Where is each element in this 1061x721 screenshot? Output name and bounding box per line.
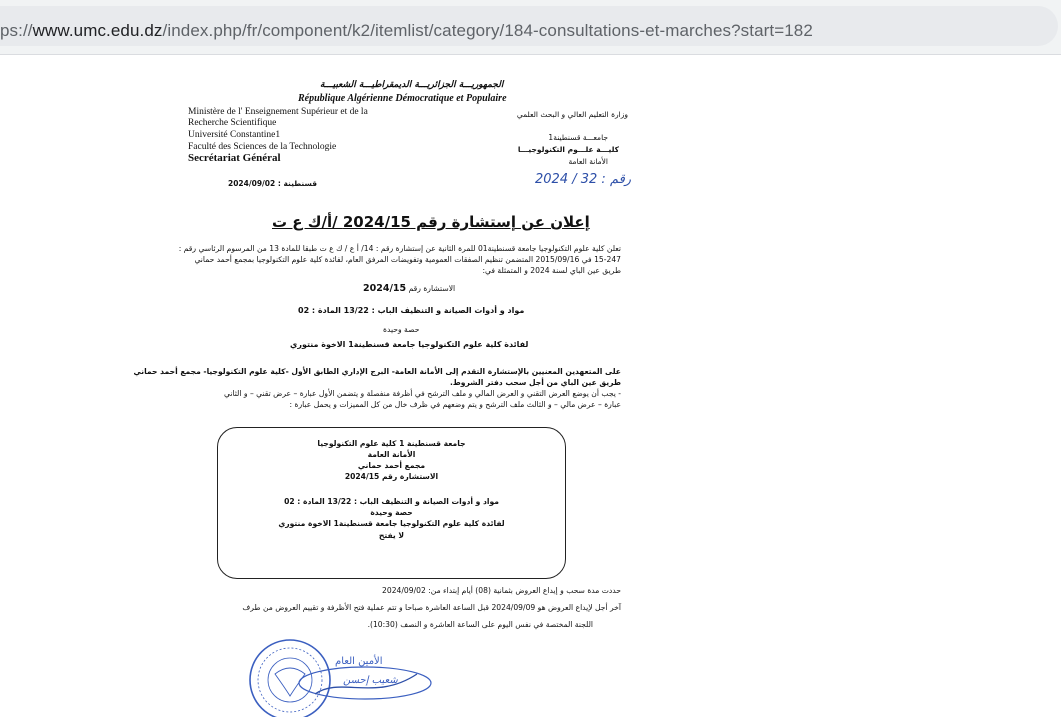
intro-line-2: 15-247 في 2015/09/16 المتضمن تنظيم الصفقات العمومية وتفويضات المرفق العام، لفائدة كلية علوم التكنولوجيا بمجمع أحمد حماني [194,255,621,264]
signature-title: الأمين العام [335,656,383,667]
closing-line-3: اللجنة المختصة في نفس اليوم على الساعة العاشرة و النصف (10:30). [367,620,593,629]
envelope-line-3: مجمع أحمد حماني [357,461,426,470]
official-stamp-icon [245,630,445,717]
faculty-ar: كليـــة علـــوم التكنولوجيـــا [517,145,619,154]
instructions-line-3: - يجب أن يوضع العرض التقني و العرض المالي و ملف الترشح في أظرفة منفصلة و يتضمن الأول عبارة – عرض تقني – و الثاني [224,389,621,398]
envelope-line-1: جامعة قسنطينة 1 كلية علوم التكنولوجيا [317,439,466,448]
republic-ar: الجمهوريـــة الجزائريـــة الديمقراطيـــة الشعبيـــة [320,80,504,90]
consultation-item: مواد و أدوات الصيانة و التنظيف الباب : 13/22 المادة : 02 [298,306,525,315]
browser-toolbar [0,0,1061,55]
envelope-line-4: الاستشارة رقم 2024/15 [344,472,439,481]
consultation-lot: حصة وحيدة [383,325,420,334]
closing-line-2: آخر أجل لإيداع العروض هو 2024/09/09 قبل الساعة العاشرة صباحا و تتم عملية فتح الأظرفة و تقييم العروض من طرف [242,603,621,612]
envelope-line-7: لفائدة كلية علوم التكنولوجيا جامعة قسنطينة1 الاخوة منتوري [278,519,505,528]
secretariat-ar: الأمانة العامة [568,157,608,166]
university-ar: جامعـــة قسنطينة1 [548,133,608,142]
closing-line-1: حددت مدة سحب و إيداع العروض بثمانية (08) أيام إبتداء من: 2024/09/02 [382,586,621,595]
announcement-title: إعلان عن إستشارة رقم 2024/15 /أ/ك ع ت [272,213,590,231]
signature-name: شعيب إحسن [343,675,398,686]
envelope-box [217,427,566,579]
address-url[interactable]: ps://www.umc.edu.dz/index.php/fr/component/k2/itemlist/category/184-consultations-et-marches?start=182 [0,21,813,40]
ministry-ar: وزارة التعليم العالي و البحث العلمي [516,110,628,119]
ref-handwritten: رقم : 32 / 2024 [535,172,632,187]
date-line: قسنطينة : 2024/09/02 [228,179,318,188]
consultation-number: 2024/15 [363,283,407,294]
ministry-fr-1: Ministère de l' Enseignement Supérieur et de la [188,107,368,117]
address-bar[interactable] [0,6,1058,46]
instructions-line-4: عبارة – عرض مالي – و الثالث ملف الترشح و يتم وضعهم في ظرف خال من كل المميزات و يحمل عبارة : [289,400,621,409]
consultation-label: الاستشارة رقم [408,284,456,293]
instructions-line-1: على المتعهدين المعنيين بالإستشارة التقدم إلى الأمانة العامة- البرج الإداري الطابق الأول -كلية علوم التكنولوجيا- مجمع أحمد حماني [133,367,621,376]
intro-line-1: تعلن كلية علوم التكنولوجيا جامعة قسنطينة01 للمرة الثانية عن إستشارة رقم : 14/ أ ع / ك ع ت طبقا للمادة 13 من المرسوم الرئاسي رقم : [178,244,621,253]
document-page [0,55,1061,717]
intro-line-3: طريق عين الباي لسنة 2024 و المتمثلة في: [482,266,621,275]
faculty-fr: Faculté des Sciences de la Technologie [188,142,337,152]
instructions-line-2: طريق عين الباي من أجل سحب دفتر الشروط. [449,378,621,387]
consultation-label-row [363,283,455,294]
envelope-line-2: الأمانة العامة [367,450,416,459]
stamp-and-signature [245,630,445,717]
envelope-line-5: مواد و أدوات الصيانة و التنظيف الباب : 13/22 المادة : 02 [284,497,499,506]
university-fr: Université Constantine1 [188,130,281,140]
secretariat-fr: Secrétariat Général [188,152,281,164]
envelope-line-8: لا يفتح [378,531,405,540]
envelope-line-6: حصة وحيدة [370,508,413,517]
consultation-beneficiary: لفائدة كلية علوم التكنولوجيا جامعة قسنطينة1 الاخوة منتوري [290,340,529,349]
ministry-fr-2: Recherche Scientifique [188,118,277,128]
republic-fr: République Algérienne Démocratique et Populaire [298,93,507,104]
